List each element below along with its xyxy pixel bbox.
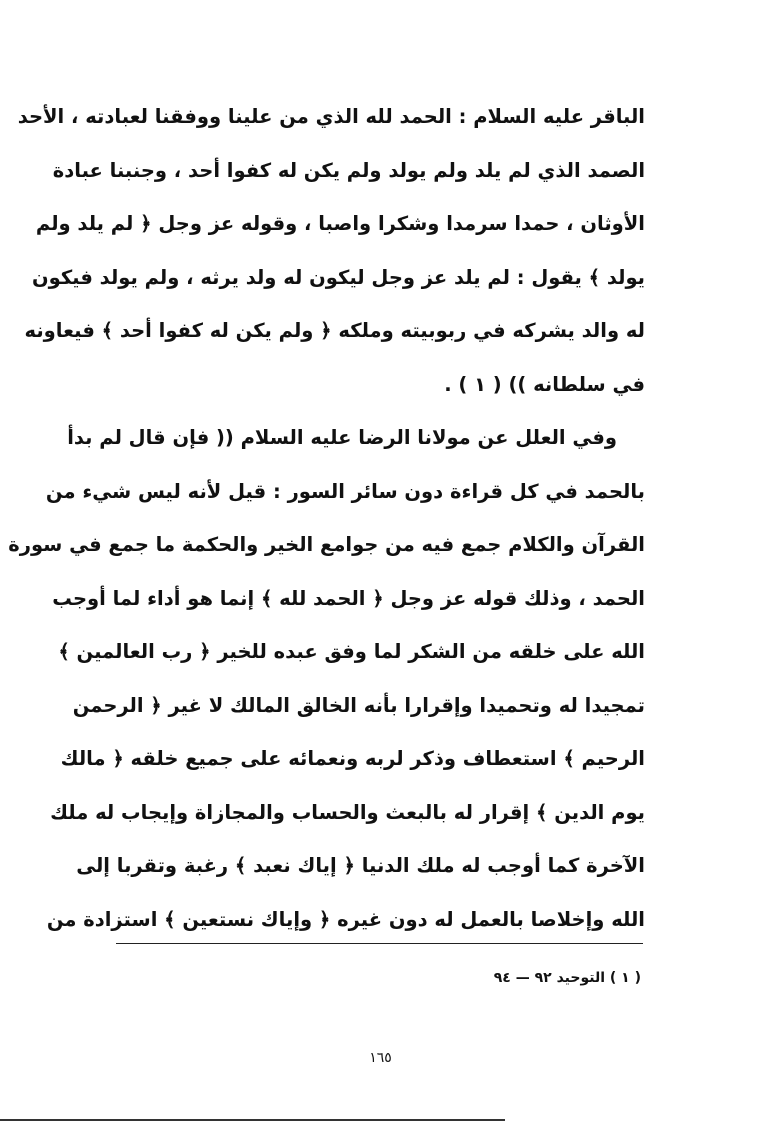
footnote-divider — [116, 943, 643, 944]
footnote: ( ١ ) التوحيد ٩٢ — ٩٤ — [493, 970, 641, 986]
text-line: الله على خلقه من الشكر لما وفق عبده للخير ﴿ رب العالمين ﴾ — [58, 640, 645, 663]
page-number: ١٦٥ — [369, 1050, 392, 1066]
text-line: تمجيدا له وتحميدا وإقرارا بأنه الخالق المالك لا غير ﴿ الرحمن — [72, 693, 645, 717]
text-line: يوم الدين ﴾ إقرار له بالبعث والحساب والمجازاة وإيجاب له ملك — [50, 800, 645, 824]
text-line: الباقر عليه السلام : الحمد لله الذي من علينا ووفقنا لعبادته ، الأحد — [17, 105, 645, 128]
text-line: وفي العلل عن مولانا الرضا عليه السلام (( فإن قال لم بدأ — [67, 426, 617, 449]
text-line: في سلطانه )) ( ١ ) . — [444, 372, 645, 396]
main-text — [8, 90, 645, 946]
text-line: بالحمد في كل قراءة دون سائر السور : قيل لأنه ليس شيء من — [45, 479, 645, 503]
text-line: الآخرة كما أوجب له ملك الدنيا ﴿ إياك نعبد ﴾ رغبة وتقربا إلى — [76, 854, 645, 877]
scan-edge-line — [0, 1119, 505, 1121]
text-line: القرآن والكلام جمع فيه من جوامع الخير والحكمة ما جمع في سورة — [8, 533, 645, 556]
text-line: الحمد ، وذلك قوله عز وجل ﴿ الحمد لله ﴾ إنما هو أداء لما أوجب — [52, 586, 645, 610]
text-line: الرحيم ﴾ استعطاف وذكر لربه ونعمائه على جميع خلقه ﴿ مالك — [60, 747, 645, 770]
text-line: الله وإخلاصا بالعمل له دون غيره ﴿ وإياك نستعين ﴾ استزادة من — [46, 907, 645, 931]
text-line: الأوثان ، حمدا سرمدا وشكرا واصبا ، وقوله عز وجل ﴿ لم يلد ولم — [35, 212, 645, 235]
text-line: الصمد الذي لم يلد ولم يولد ولم يكن له كفوا أحد ، وجنبنا عبادة — [52, 158, 645, 182]
text-line: له والد يشركه في ربوبيته وملكه ﴿ ولم يكن له كفوا أحد ﴾ فيعاونه — [24, 319, 645, 342]
text-line: يولد ﴾ يقول : لم يلد عز وجل ليكون له ولد يرثه ، ولم يولد فيكون — [31, 265, 645, 289]
